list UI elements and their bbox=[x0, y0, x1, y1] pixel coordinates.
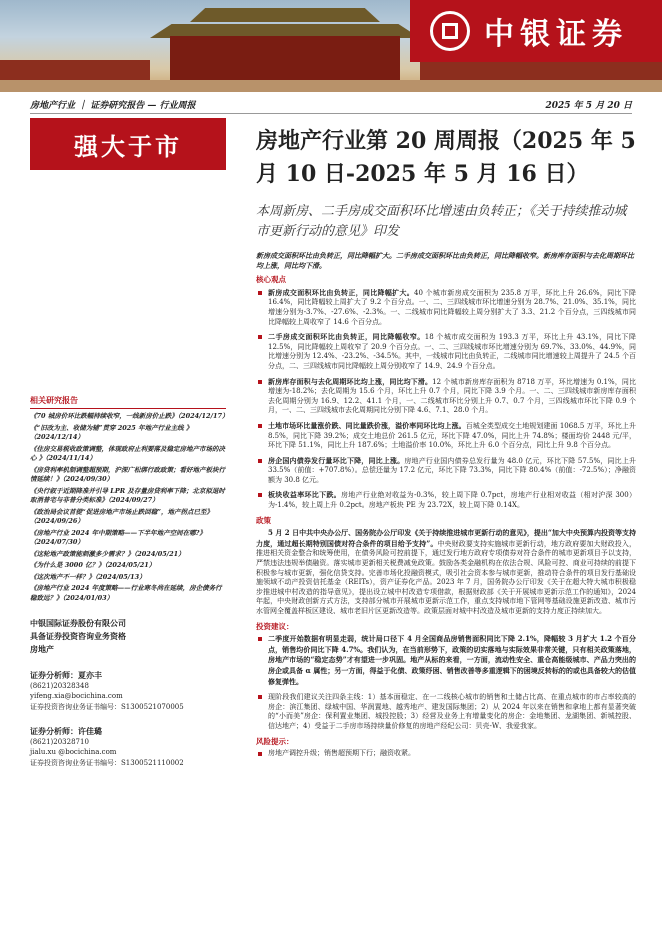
logo-icon bbox=[430, 11, 470, 51]
section-heading-core: 核心观点 bbox=[256, 275, 286, 285]
core-point-body: 40 个城市新房成交面积为 235.8 万平，环比上升 26.6%，同比下降 16.4%，同比降幅较上周扩大了 9.2 个百分点。一、二、三四线城市环比增速分别为 28.7%、21.0%、35.1%，同比增速分别为-3.7%、-27.6%、-2.3%。一、二线城市同比降幅较上周分别扩大了 3.3、21.2 个百分点，三四线城市同比降幅较上周收窄了 14.6 个百分点。 bbox=[268, 288, 636, 326]
banner-roof-upper bbox=[190, 8, 380, 22]
related-report-item[interactable]: 《“旧改为主、收储为辅”贯穿 2025 年地产行业主线 》（2024/12/14） bbox=[30, 423, 193, 441]
banner-ground bbox=[0, 80, 662, 92]
related-reports-list bbox=[30, 412, 229, 603]
related-report-item[interactable]: 《房地产行业 2024 年度策略——行业寒冬尚在延续，房企债务行稳致远？》（2024/01/03） bbox=[30, 584, 222, 602]
core-point-body: 12 个城市新房库存面积为 8718 万平，环比增速为 0.1%，同比增速为-18.2%；去化周期为 15.6 个月，环比上升 0.7 个月，同比下降 3.9 个月。一、二、三四线城市新房库存面积去化周期分别为 16.9、12.2、41.1 个月，一、二线城市环比分别上升 0.7、0.7 个月，三四线城市环比下降 0.9 个月，一、二、三四线城市去化周期同比分别下降 4.6、7.1、28.0 个月。 bbox=[268, 377, 637, 415]
core-point-lead: 土地市场环比量涨价跌、同比量跌价涨，溢价率同环比均上涨。 bbox=[268, 420, 466, 430]
header-banner bbox=[0, 0, 662, 92]
related-report-item[interactable]: 《政治局会议首提“促进房地产市场止跌回稳”，地产拐点已至》（2024/09/26） bbox=[30, 507, 213, 525]
advice-point bbox=[256, 634, 636, 687]
core-point-lead: 二手房成交面积环比由负转正，同比降幅收窄。 bbox=[268, 332, 425, 342]
company-info bbox=[30, 617, 226, 656]
core-point-lead: 新房成交面积环比由负转正，同比降幅扩大。 bbox=[268, 287, 415, 297]
advice-point-body: 现阶段我们建议关注四条主线：1）基本面稳定、在一二线核心城市的销售和土储占比高、在重点城市的市占率较高的房企：滨江集团、绿城中国、华润置地、越秀地产、建发国际集团；2）从 2024 年以来在销售和拿地上都有显著突破的“小而美”房企：保利置业集团、城投控股；3）经营及业务上有增量变化的房企：金地集团、龙湖集团、新城控股、信达地产；4）受益于二手房市场持续量价修复的房地产经纪公司：贝壳-W、我爱我家。 bbox=[268, 693, 636, 730]
core-point-body: 18 个城市成交面积为 193.3 万平，环比上升 43.1%，同比下降 12.5%，同比降幅较上周收窄了 20.9 个百分点。一、二、三四线城市环比增速分别为 69.7%、33.0%、44.9%，同比增速分别为 12.4%、-23.2%、-34.5%。其中，一线城市同比由负转正，二线城市同比增速较上周提升了 24.5 个百分点，二、三四线城市同比降幅较上周分别收窄了 14.9、24.9 个百分点。 bbox=[268, 333, 636, 370]
core-point bbox=[256, 421, 636, 451]
report-date: 2025 年 5 月 20 日 bbox=[545, 100, 632, 111]
left-column bbox=[30, 118, 226, 170]
analyst-name: 证券分析师：夏亦丰 bbox=[30, 670, 102, 680]
analyst-email[interactable]: yifeng.xia@bocichina.com bbox=[30, 692, 123, 700]
main-content bbox=[256, 251, 636, 764]
summary: 新房成交面积环比由负转正，同比降幅扩大。二手房成交面积环比由负转正，同比降幅收窄。新房库存面积与去化周期环比均上涨，同比均下滑。 bbox=[256, 251, 634, 270]
policy-body: 中央财政要支持实施城市更新行动，地方政府要加大财政投入，推进相关资金整合和统筹使用，在债务风险可控前提下，通过发行地方政府专项债券对符合条件的城市更新项目予以支持，严禁违法违规举债融资。落实城市更新相关税费减免政策。鼓励各类金融机构在依法合规、风险可控、商业可持续的前提下积极参与城市更新，强化信贷支持。完善市场化投融资模式，吸引社会资本参与城市更新，推动符合条件的项目发行基础设施领域不动产投资信托基金（REITs），资产证券化产品。2023 年 7 月，国务院办公厅印发《关于在超大特大城市积极稳步推进城中村改造的指导意见》，提出设立城中村改造专项借款，根据财政部《关于开展城市更新示范工作的通知》，2024 年起，中央财政创新方式方法，支持部分城市开展城市更新示范工作，重点支持城市地下管网等基础设施更新改造、城市污水管网全覆盖样板区建设、城市老旧片区更新改造等。政策层面对城中村改造及城市更新的支持力度正持续加大。 bbox=[256, 539, 636, 615]
core-point-lead: 房企国内债券发行量环比下降，同比上涨。 bbox=[268, 455, 405, 465]
core-point-body: 房地产行业绝对收益为-0.3%，较上周下降 0.7pct，房地产行业相对收益（相对沪深 300）为-1.4%，较上周上升 0.2pct。房地产板块 PE 为 23.72X，较上周下降 0.14X。 bbox=[268, 491, 637, 510]
logo-text: 中银证券 bbox=[484, 17, 628, 52]
analyst-name: 证券分析师：许佳璐 bbox=[30, 726, 102, 736]
analyst-phone: (8621)20328710 bbox=[30, 737, 89, 746]
core-point bbox=[256, 456, 636, 486]
page-subtitle: 本周新房、二手房成交面积环比增速由负转正；《关于持续推动城市更新行动的意见》印发 bbox=[256, 204, 627, 239]
rating-badge: 强大于市 bbox=[30, 118, 226, 170]
related-report-item[interactable]: 《70 城房价环比跌幅持续收窄，一线新房价止跌》（2024/12/17） bbox=[30, 412, 229, 420]
advice-point-lead: 二季度开始数据有明显走弱，统计局口径下 4 月全国商品房销售面积同比下降 2.1%，降幅较 3 月扩大 1.2 个百分点，销售均价同比下降 4.7%。我们认为，在当前形势下，政策的切实落地与实际效果非常关键，只有相关政策落地，房地产市场的“稳定态势”才有望进一步巩固。地产从标的来看，一方面，流动性安全、重仓高能级城市、产品力突出的房企或具备 α 属性；另一方面，得益于化债、政策纾困、销售改善等多重逻辑下的困境反转标的的或也具备较大的估值修复弹性。 bbox=[268, 634, 636, 686]
core-point bbox=[256, 490, 636, 510]
core-point-lead: 板块收益率环比下跌。 bbox=[268, 490, 341, 500]
analyst-cert: 证券投资咨询业务证书编号：S1300521110002 bbox=[30, 758, 184, 767]
related-reports-title: 相关研究报告 bbox=[30, 395, 226, 409]
company-qualification: 具备证券投资咨询业务资格 bbox=[30, 631, 126, 641]
analyst-phone: (8621)20328348 bbox=[30, 681, 89, 690]
analyst-cert: 证券投资咨询业务证书编号：S1300521070005 bbox=[30, 702, 184, 711]
core-point-body: 房地产行业国内债券总发行量为 48.0 亿元，环比下降 57.5%，同比上升 33.5%（前值：+707.8%）。总偿还量为 17.2 亿元，环比下降 73.3%，同比下降 80.4%（前值：-72.5%）；净融资额为 30.8 亿元。 bbox=[268, 456, 637, 484]
policy-paragraph bbox=[256, 528, 636, 616]
sidebar bbox=[30, 395, 229, 768]
analyst-card bbox=[30, 726, 226, 768]
core-point bbox=[256, 332, 636, 371]
related-report-item[interactable]: 《房地产行业 2024 年中期策略——下半年地产空间在哪?》（2024/07/30） bbox=[30, 528, 206, 546]
related-report-item[interactable]: 《央行叙于近期降准并引导 LPR 及存量房贷利率下降；北京拟退时取消普宅与非普分类标准》（2024/09/27） bbox=[30, 486, 225, 504]
section-heading-policy: 政策 bbox=[256, 515, 271, 525]
breadcrumb: 房地产行业 ｜ 证券研究报告 — 行业周报 bbox=[30, 100, 196, 111]
related-report-item[interactable]: 《这次地产不一样？》（2024/05/13） bbox=[30, 572, 146, 581]
brand-logo bbox=[410, 0, 662, 62]
risk-point: 房地产调控升级；销售超预期下行；融资收紧。 bbox=[256, 749, 636, 759]
related-report-item[interactable]: 《为什么是 3000 亿？》（2024/05/21） bbox=[30, 561, 156, 569]
analyst-email[interactable]: jialu.xu @bocichina.com bbox=[30, 748, 117, 756]
core-point bbox=[256, 288, 636, 327]
policy-lead: 5 月 2 日中共中央办公厅、国务院办公厅印发《关于持续推进城市更新行动的意见》，提出“加大中央预算内投资等支持力度，通过超长期特别国债对符合条件的项目给予支持”。 bbox=[256, 528, 636, 548]
related-report-item[interactable]: 《这轮地产政策能刺激多少需求？》（2024/05/21） bbox=[30, 549, 185, 558]
page-title: 房地产行业第 20 周周报（2025 年 5 月 10 日-2025 年 5 月 16 日） bbox=[256, 128, 636, 187]
banner-wall-left bbox=[0, 60, 150, 82]
section-heading-advice: 投资建议： bbox=[256, 621, 294, 631]
analyst-card bbox=[30, 670, 226, 712]
banner-wall-right bbox=[420, 60, 662, 82]
core-point-lead: 新房库存面积与去化周期环比均上涨，同比均下滑。 bbox=[268, 376, 433, 386]
company-name: 中银国际证券股份有限公司 bbox=[30, 618, 126, 628]
advice-point bbox=[256, 692, 636, 731]
industry-name: 房地产 bbox=[30, 644, 54, 654]
section-heading-risk: 风险提示： bbox=[256, 736, 294, 746]
banner-hall bbox=[170, 36, 400, 86]
related-report-item[interactable]: 《住房交易税收政策调整，体现政府止利要落及稳定房地产市场的决心 》（2024/11/14） bbox=[30, 444, 225, 462]
core-point-body: 百城全类型成交土地规划建面 1068.5 万平，环比上升 8.5%，同比下降 39.2%；成交土地总价 261.5 亿元，环比下降 47.0%，同比上升 74.8%；楼面均价 2448 元/平，环比下降 51.1%，同比上升 187.6%；土地溢价率 10.0%，环比上升 6.0 个百分点，同比上升 9.8 个百分点。 bbox=[268, 421, 636, 450]
core-point bbox=[256, 377, 636, 416]
related-report-item[interactable]: 《房贷利率机制调整超预期，沪深广松绑行政政策；看好地产板块行情延续！》（2024/09/30） bbox=[30, 465, 225, 483]
report-meta-bar bbox=[30, 95, 632, 114]
